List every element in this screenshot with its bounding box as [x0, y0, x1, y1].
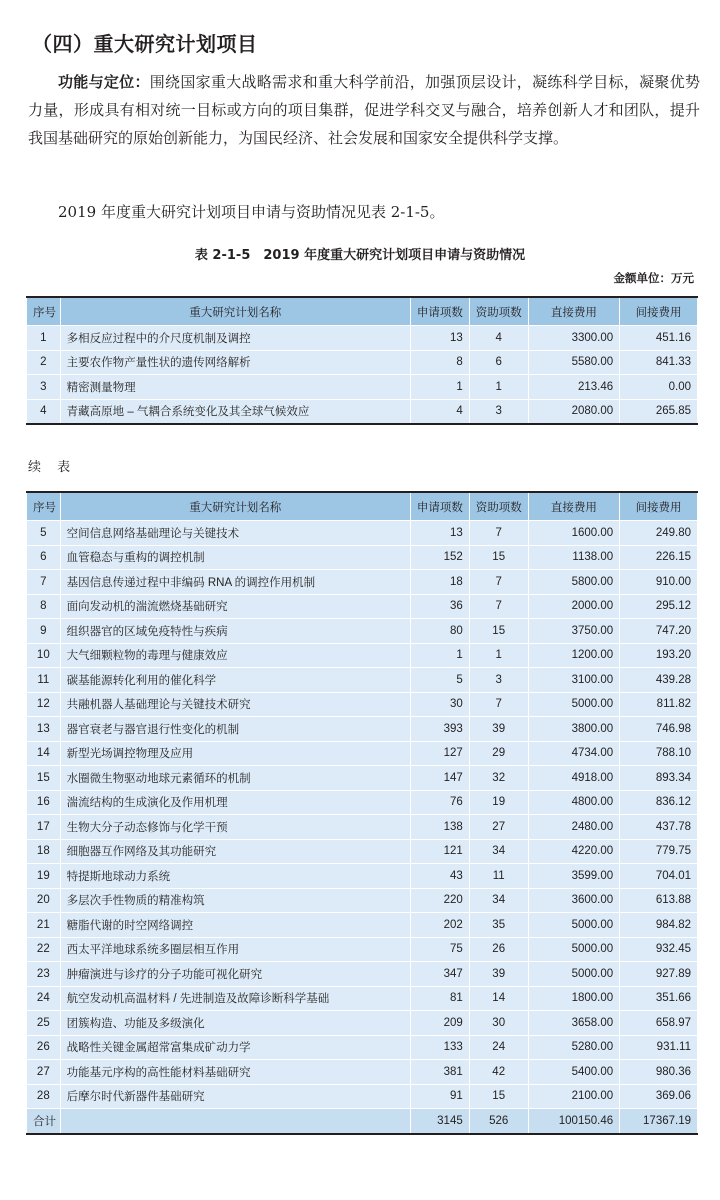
- applications-cell: 4: [410, 399, 469, 424]
- direct-cost-cell: 4918.00: [528, 766, 620, 791]
- direct-cost-cell: 4800.00: [528, 790, 620, 815]
- col-header-name: 重大研究计划名称: [60, 492, 410, 521]
- index-cell: 23: [27, 962, 61, 987]
- direct-cost-cell: 3300.00: [528, 326, 620, 351]
- applications-cell: 381: [410, 1060, 469, 1085]
- applications-cell: 13: [410, 326, 469, 351]
- index-cell: 10: [27, 643, 61, 668]
- index-cell: 9: [27, 619, 61, 644]
- indirect-cost-cell: 437.78: [620, 815, 698, 840]
- direct-cost-cell: 3750.00: [528, 619, 620, 644]
- applications-cell: 80: [410, 619, 469, 644]
- name-cell: 青藏高原地 – 气耦合系统变化及其全球气候效应: [60, 399, 410, 424]
- applications-cell: 36: [410, 594, 469, 619]
- indirect-cost-cell: 980.36: [620, 1060, 698, 1085]
- name-cell: 糖脂代谢的时空网络调控: [60, 913, 410, 938]
- funded-cell: 29: [469, 741, 528, 766]
- index-cell: 19: [27, 864, 61, 889]
- funded-cell: 27: [469, 815, 528, 840]
- funded-cell: 39: [469, 717, 528, 742]
- table-row: [27, 545, 698, 570]
- direct-cost-cell: 5000.00: [528, 937, 620, 962]
- direct-cost-cell: 1800.00: [528, 986, 620, 1011]
- applications-cell: 133: [410, 1035, 469, 1060]
- funded-cell: 19: [469, 790, 528, 815]
- name-cell: 团簇构造、功能及多级演化: [60, 1011, 410, 1036]
- col-header-applications: 申请项数: [410, 297, 469, 326]
- name-cell: 航空发动机高温材料 / 先进制造及故障诊断科学基础: [60, 986, 410, 1011]
- funded-cell: 35: [469, 913, 528, 938]
- table-row: [27, 839, 698, 864]
- table-row: [27, 643, 698, 668]
- indirect-cost-cell: 746.98: [620, 717, 698, 742]
- name-cell: 新型光场调控物理及应用: [60, 741, 410, 766]
- funded-cell: 1: [469, 643, 528, 668]
- direct-cost-cell: 2000.00: [528, 594, 620, 619]
- table-row: [27, 619, 698, 644]
- direct-cost-cell: 3100.00: [528, 668, 620, 693]
- indirect-cost-cell: 811.82: [620, 692, 698, 717]
- funded-cell: 3: [469, 668, 528, 693]
- funded-cell: 3: [469, 399, 528, 424]
- applications-cell: 5: [410, 668, 469, 693]
- unit-label: 金额单位：万元: [613, 271, 694, 285]
- table-header-row: [27, 297, 698, 326]
- name-cell: 器官衰老与器官退行性变化的机制: [60, 717, 410, 742]
- direct-cost-cell: 5000.00: [528, 692, 620, 717]
- funded-cell: 15: [469, 619, 528, 644]
- col-header-funded: 资助项数: [469, 297, 528, 326]
- index-cell: 2: [27, 350, 61, 375]
- table-row: [27, 717, 698, 742]
- funding-table: [26, 296, 698, 425]
- index-cell: 4: [27, 399, 61, 424]
- applications-cell: 147: [410, 766, 469, 791]
- applications-cell: 8: [410, 350, 469, 375]
- name-cell: 空间信息网络基础理论与关键技术: [60, 521, 410, 546]
- index-cell: 17: [27, 815, 61, 840]
- funded-cell: 11: [469, 864, 528, 889]
- applications-cell: 347: [410, 962, 469, 987]
- indirect-cost-cell: 613.88: [620, 888, 698, 913]
- indirect-cost-cell: 265.85: [620, 399, 698, 424]
- table-row: [27, 815, 698, 840]
- name-cell: 细胞器互作网络及其功能研究: [60, 839, 410, 864]
- col-header-indirect-cost: 间接费用: [620, 492, 698, 521]
- col-header-applications: 申请项数: [410, 492, 469, 521]
- applications-cell: 75: [410, 937, 469, 962]
- direct-cost-cell: 3800.00: [528, 717, 620, 742]
- direct-cost-cell: 5000.00: [528, 913, 620, 938]
- table-row: [27, 864, 698, 889]
- paragraph-lead: 功能与定位：: [58, 73, 150, 91]
- funded-cell: 39: [469, 962, 528, 987]
- indirect-cost-cell: 226.15: [620, 545, 698, 570]
- indirect-cost-cell: 249.80: [620, 521, 698, 546]
- col-header-index: 序号: [27, 492, 61, 521]
- index-cell: 1: [27, 326, 61, 351]
- section-heading: （四）重大研究计划项目: [32, 32, 258, 56]
- name-cell: 基因信息传递过程中非编码 RNA 的调控作用机制: [60, 570, 410, 595]
- table-row: [27, 1060, 698, 1085]
- name-cell: 精密测量物理: [60, 375, 410, 400]
- continued-label: 续 表: [28, 460, 77, 475]
- table-row: [27, 399, 698, 424]
- total-name-cell: [60, 1109, 410, 1134]
- table-row: [27, 1084, 698, 1109]
- table-row: [27, 790, 698, 815]
- direct-cost-cell: 1600.00: [528, 521, 620, 546]
- funded-cell: 34: [469, 888, 528, 913]
- applications-cell: 127: [410, 741, 469, 766]
- applications-cell: 121: [410, 839, 469, 864]
- name-cell: 特提斯地球动力系统: [60, 864, 410, 889]
- funded-cell: 26: [469, 937, 528, 962]
- applications-cell: 81: [410, 986, 469, 1011]
- name-cell: 面向发动机的湍流燃烧基础研究: [60, 594, 410, 619]
- table-row: [27, 375, 698, 400]
- index-cell: 11: [27, 668, 61, 693]
- col-header-funded: 资助项数: [469, 492, 528, 521]
- table-row: [27, 913, 698, 938]
- direct-cost-cell: 4220.00: [528, 839, 620, 864]
- col-header-index: 序号: [27, 297, 61, 326]
- total-direct-cost-cell: 100150.46: [528, 1109, 620, 1134]
- name-cell: 主要农作物产量性状的遗传网络解析: [60, 350, 410, 375]
- funded-cell: 15: [469, 1084, 528, 1109]
- name-cell: 多相反应过程中的介尺度机制及调控: [60, 326, 410, 351]
- table-row: [27, 937, 698, 962]
- direct-cost-cell: 5800.00: [528, 570, 620, 595]
- index-cell: 7: [27, 570, 61, 595]
- table-row: [27, 692, 698, 717]
- name-cell: 生物大分子动态修饰与化学干预: [60, 815, 410, 840]
- applications-cell: 393: [410, 717, 469, 742]
- col-header-direct-cost: 直接费用: [528, 492, 620, 521]
- direct-cost-cell: 5400.00: [528, 1060, 620, 1085]
- funded-cell: 7: [469, 692, 528, 717]
- index-cell: 21: [27, 913, 61, 938]
- table-row: [27, 521, 698, 546]
- name-cell: 战略性关键金属超常富集成矿动力学: [60, 1035, 410, 1060]
- name-cell: 肿瘤演进与诊疗的分子功能可视化研究: [60, 962, 410, 987]
- table-row: [27, 594, 698, 619]
- table-row: [27, 570, 698, 595]
- index-cell: 28: [27, 1084, 61, 1109]
- direct-cost-cell: 5000.00: [528, 962, 620, 987]
- indirect-cost-cell: 927.89: [620, 962, 698, 987]
- index-cell: 16: [27, 790, 61, 815]
- name-cell: 湍流结构的生成演化及作用机理: [60, 790, 410, 815]
- function-positioning-paragraph: [28, 68, 700, 152]
- indirect-cost-cell: 704.01: [620, 864, 698, 889]
- funded-cell: 1: [469, 375, 528, 400]
- indirect-cost-cell: 932.45: [620, 937, 698, 962]
- index-cell: 25: [27, 1011, 61, 1036]
- direct-cost-cell: 1200.00: [528, 643, 620, 668]
- indirect-cost-cell: 369.06: [620, 1084, 698, 1109]
- col-header-indirect-cost: 间接费用: [620, 297, 698, 326]
- indirect-cost-cell: 841.33: [620, 350, 698, 375]
- table-header-row: [27, 492, 698, 521]
- index-cell: 15: [27, 766, 61, 791]
- table-row: [27, 888, 698, 913]
- index-cell: 18: [27, 839, 61, 864]
- total-funded-cell: 526: [469, 1109, 528, 1134]
- table-row: [27, 741, 698, 766]
- applications-cell: 18: [410, 570, 469, 595]
- applications-cell: 220: [410, 888, 469, 913]
- applications-cell: 30: [410, 692, 469, 717]
- indirect-cost-cell: 984.82: [620, 913, 698, 938]
- applications-cell: 202: [410, 913, 469, 938]
- funded-cell: 14: [469, 986, 528, 1011]
- applications-cell: 209: [410, 1011, 469, 1036]
- col-header-name: 重大研究计划名称: [60, 297, 410, 326]
- total-label-cell: 合计: [27, 1109, 61, 1134]
- applications-cell: 76: [410, 790, 469, 815]
- funded-cell: 7: [469, 570, 528, 595]
- table-caption: 表 2-1-5 2019 年度重大研究计划项目申请与资助情况: [194, 248, 526, 263]
- index-cell: 24: [27, 986, 61, 1011]
- funded-cell: 32: [469, 766, 528, 791]
- name-cell: 组织器官的区域免疫特性与疾病: [60, 619, 410, 644]
- indirect-cost-cell: 658.97: [620, 1011, 698, 1036]
- index-cell: 22: [27, 937, 61, 962]
- paragraph-body: 围绕国家重大战略需求和重大科学前沿，加强顶层设计，凝练科学目标，凝聚优势力量，形成具有相对统一目标或方向的项目集群，促进学科交叉与融合，培养创新人才和团队，提升我国基础研究的原始创新能力，为国民经济、社会发展和国家安全提供科学支撑。: [28, 73, 700, 147]
- direct-cost-cell: 4734.00: [528, 741, 620, 766]
- direct-cost-cell: 1138.00: [528, 545, 620, 570]
- applications-cell: 13: [410, 521, 469, 546]
- total-indirect-cost-cell: 17367.19: [620, 1109, 698, 1134]
- index-cell: 3: [27, 375, 61, 400]
- name-cell: 水圈微生物驱动地球元素循环的机制: [60, 766, 410, 791]
- funded-cell: 30: [469, 1011, 528, 1036]
- name-cell: 共融机器人基础理论与关键技术研究: [60, 692, 410, 717]
- index-cell: 12: [27, 692, 61, 717]
- applications-cell: 43: [410, 864, 469, 889]
- direct-cost-cell: 213.46: [528, 375, 620, 400]
- direct-cost-cell: 5280.00: [528, 1035, 620, 1060]
- indirect-cost-cell: 836.12: [620, 790, 698, 815]
- funded-cell: 24: [469, 1035, 528, 1060]
- name-cell: 多层次手性物质的精准构筑: [60, 888, 410, 913]
- index-cell: 14: [27, 741, 61, 766]
- indirect-cost-cell: 893.34: [620, 766, 698, 791]
- name-cell: 碳基能源转化利用的催化科学: [60, 668, 410, 693]
- table-row: [27, 350, 698, 375]
- applications-cell: 138: [410, 815, 469, 840]
- index-cell: 20: [27, 888, 61, 913]
- direct-cost-cell: 3658.00: [528, 1011, 620, 1036]
- name-cell: 大气细颗粒物的毒理与健康效应: [60, 643, 410, 668]
- direct-cost-cell: 3599.00: [528, 864, 620, 889]
- name-cell: 西太平洋地球系统多圈层相互作用: [60, 937, 410, 962]
- table-row: [27, 766, 698, 791]
- indirect-cost-cell: 193.20: [620, 643, 698, 668]
- table-row: [27, 986, 698, 1011]
- direct-cost-cell: 5580.00: [528, 350, 620, 375]
- index-cell: 5: [27, 521, 61, 546]
- summary-paragraph: 2019 年度重大研究计划项目申请与资助情况见表 2-1-5。: [58, 203, 445, 221]
- table-row: [27, 326, 698, 351]
- applications-cell: 1: [410, 375, 469, 400]
- table-row: [27, 962, 698, 987]
- funded-cell: 42: [469, 1060, 528, 1085]
- indirect-cost-cell: 0.00: [620, 375, 698, 400]
- funded-cell: 15: [469, 545, 528, 570]
- name-cell: 血管稳态与重构的调控机制: [60, 545, 410, 570]
- direct-cost-cell: 2080.00: [528, 399, 620, 424]
- funded-cell: 4: [469, 326, 528, 351]
- index-cell: 26: [27, 1035, 61, 1060]
- direct-cost-cell: 3600.00: [528, 888, 620, 913]
- indirect-cost-cell: 451.16: [620, 326, 698, 351]
- funded-cell: 7: [469, 594, 528, 619]
- col-header-direct-cost: 直接费用: [528, 297, 620, 326]
- total-applications-cell: 3145: [410, 1109, 469, 1134]
- index-cell: 13: [27, 717, 61, 742]
- name-cell: 功能基元序构的高性能材料基础研究: [60, 1060, 410, 1085]
- direct-cost-cell: 2480.00: [528, 815, 620, 840]
- applications-cell: 152: [410, 545, 469, 570]
- total-row: [27, 1109, 698, 1134]
- indirect-cost-cell: 779.75: [620, 839, 698, 864]
- applications-cell: 91: [410, 1084, 469, 1109]
- funded-cell: 6: [469, 350, 528, 375]
- indirect-cost-cell: 788.10: [620, 741, 698, 766]
- table-row: [27, 668, 698, 693]
- table-row: [27, 1011, 698, 1036]
- funded-cell: 34: [469, 839, 528, 864]
- index-cell: 27: [27, 1060, 61, 1085]
- indirect-cost-cell: 931.11: [620, 1035, 698, 1060]
- indirect-cost-cell: 747.20: [620, 619, 698, 644]
- funded-cell: 7: [469, 521, 528, 546]
- name-cell: 后摩尔时代新器件基础研究: [60, 1084, 410, 1109]
- table-row: [27, 1035, 698, 1060]
- index-cell: 6: [27, 545, 61, 570]
- funding-table-continued: [26, 491, 698, 1135]
- indirect-cost-cell: 910.00: [620, 570, 698, 595]
- indirect-cost-cell: 351.66: [620, 986, 698, 1011]
- direct-cost-cell: 2100.00: [528, 1084, 620, 1109]
- indirect-cost-cell: 439.28: [620, 668, 698, 693]
- applications-cell: 1: [410, 643, 469, 668]
- indirect-cost-cell: 295.12: [620, 594, 698, 619]
- index-cell: 8: [27, 594, 61, 619]
